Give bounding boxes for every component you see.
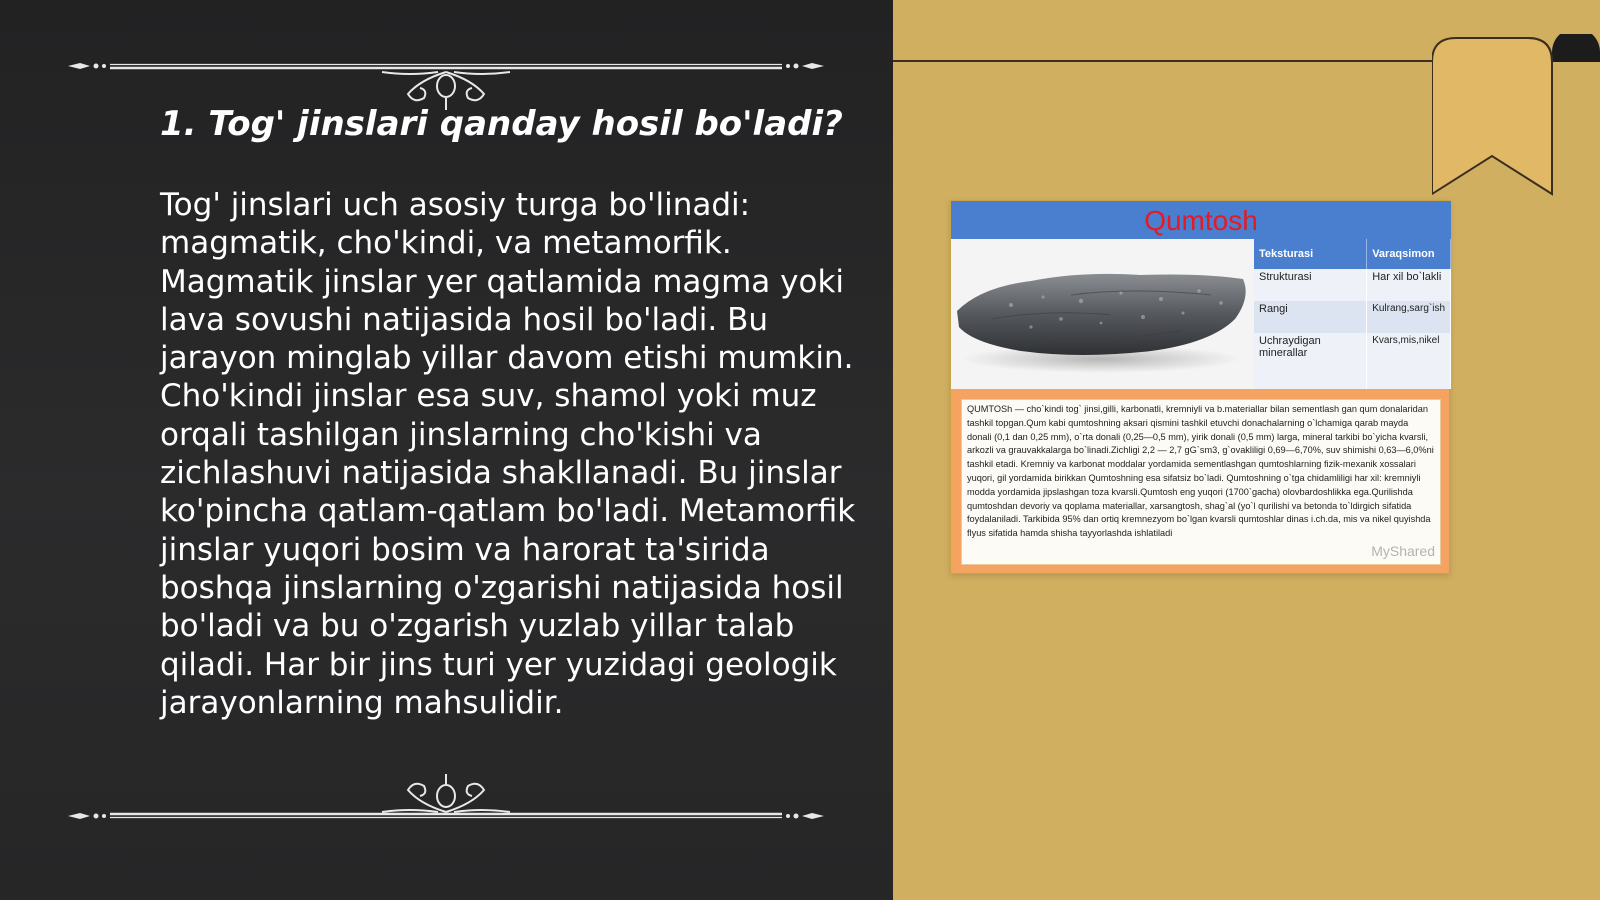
slide-title: 1. Tog' jinslari qanday hosil bo'ladi? <box>160 104 843 144</box>
description-box <box>961 399 1441 565</box>
qumtosh-info-card <box>950 200 1450 574</box>
table-cell: Strukturasi <box>1254 269 1367 301</box>
table-header-row <box>1254 239 1451 269</box>
table-cell: Kvars,mis,nikel <box>1367 333 1451 389</box>
top-scroll-divider-icon <box>66 50 826 110</box>
slide-body-text: Tog' jinslari uch asosiy turga bo'linadi: magmatik, cho'kindi, va metamorfik. Magmatik jinslar yer qatlamida magma yoki lava sovushi natijasida hosil bo'ladi. Bu jarayon minglab yillar davom etishi mumkin. Cho'kindi jinslar esa suv, shamol yoki muz orqali tashilgan jinslarning cho'kishi va zichlashuvi natijasida shakllanadi. Bu jinslar ko'pincha qatlam-qatlam bo'ladi. Metamorfik jinslar yuqori bosim va harorat ta'sirida boshqa jinslarning o'zgarishi natijasida hosil bo'ladi va bu o'zgarish yuzlab yillar talab qiladi. Har bir jins turi yer yuzidagi geologik jarayonlarning mahsulidir. <box>160 187 856 721</box>
table-cell: Uchraydigan minerallar <box>1254 333 1367 389</box>
sandstone-rock-image <box>951 239 1254 389</box>
card-title: Qumtosh <box>1144 205 1258 236</box>
table-row <box>1254 333 1451 389</box>
rock-illustration <box>951 239 1254 389</box>
table-row <box>1254 301 1451 333</box>
table-cell: Kulrang,sarg`ish <box>1367 301 1451 333</box>
bookmark-ribbon-icon <box>1432 34 1600 200</box>
properties-table <box>1254 239 1451 389</box>
table-row <box>1254 269 1451 301</box>
card-header <box>951 201 1451 239</box>
watermark-text: MyShared <box>1371 543 1435 559</box>
description-text: QUMTOSh — cho`kindi tog` jinsi,gilli, karbonatli, kremniyli va b.materiallar bilan sementlash gan qum donalaridan tashkil topgan.Qum kabi qumtoshning aksari qismini tashkil etuvchi donachalarning o`lchamiga qarab mayda donali (0,1 dan 0,25 mm), o`rta donali (0,25—0,5 mm), yirik donali (0,5 mm) larga, mineral tarkibi bo`yicha kvarsli, arkozli va grauvakkalarga bo`linadi.Zichligi 2,2 — 2,7 gG`sm3, g`ovakliligi 0,69—6,70%, suv shimishi 0,63—6,0%ni tashkil etadi. Kremniy va karbonat moddalar yordamida sementlashgan qumtoshlarning fizik-mexanik xossalari yuqori, gil yordamida birikkan Qumtoshning esa sifatsiz bo`ladi. Qumtoshning o`tga chidamliligi har xil: kremniyli modda yordamida jipslashgan toza kvarsli.Qumtosh eng yuqori (1700`gacha) olovbardoshlikka ega.Qurilishda qumtoshdan devoriy va qoplama materiallar, xarsangtosh, shag`al (yo`l qurilishi va betonda to`ldirgich sifatida foydalaniladi. Tarkibida 95% dan ortiq kremnezyom bo`lgan kvarsli qumtoshlar dinas i.ch.da, mis va nikel quyishda flyus sifatida hamda shisha tayyorlashda ishlatiladi <box>967 404 1434 539</box>
table-header-cell: Varaqsimon <box>1367 239 1451 269</box>
table-cell: Rangi <box>1254 301 1367 333</box>
table-cell: Har xil bo`lakli <box>1367 269 1451 301</box>
table-header-cell: Teksturasi <box>1254 239 1367 269</box>
bottom-scroll-divider-icon <box>66 772 826 832</box>
